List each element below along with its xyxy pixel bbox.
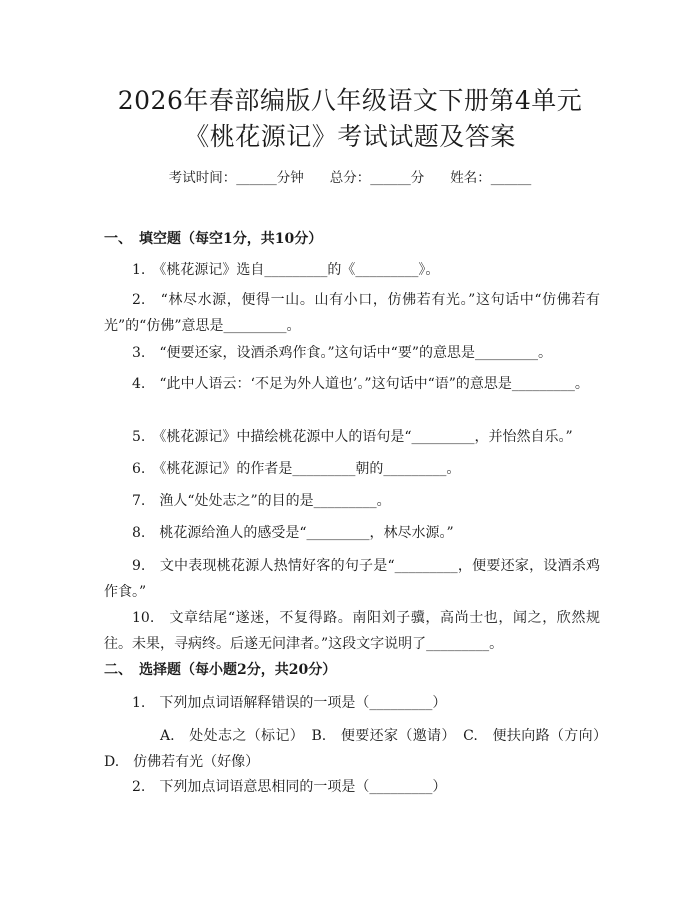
fill-question-6: 6. 《桃花源记》的作者是_________朝的_________。	[132, 461, 461, 477]
section-heading-fill-in: 一、 填空题（每空1分，共10分）	[104, 231, 323, 247]
fill-question-3: 3. “便要还家，设酒杀鸡作食。”这句话中“要”的意思是_________。	[132, 345, 552, 361]
page-title-line-1: 2026年春部编版八年级语文下册第4单元	[117, 86, 583, 115]
fill-question-10: 10. 文章结尾“遂迷，不复得路。南阳刘子骥，高尚士也，闻之，欣然规往。未果，寻病终。后遂无问津者。”这段文字说明了_________。	[104, 610, 600, 652]
choice-question-1-options: A. 处处志之（标记） B. 便要还家（邀请） C. 便扶向路（方向） D. 仿佛若有光（好像）	[104, 728, 614, 770]
choice-question-2: 2. 下列加点词语意思相同的一项是（_________）	[132, 779, 447, 795]
page-title-line-2: 《桃花源记》考试试题及答案	[184, 122, 516, 151]
fill-question-5: 5. 《桃花源记》中描绘桃花源中人的语句是“_________，并怡然自乐。”	[132, 429, 573, 445]
fill-question-7: 7. 渔人“处处志之”的目的是_________。	[132, 493, 391, 509]
fill-question-9: 9. 文中表现桃花源人热情好客的句子是“_________，便要还家，设酒杀鸡作食。”	[104, 558, 600, 600]
choice-question-1: 1. 下列加点词语解释错误的一项是（_________）	[132, 695, 447, 711]
fill-question-1: 1. 《桃花源记》选自_________的《_________》。	[132, 262, 440, 278]
fill-question-4: 4. “此中人语云：‘不足为外人道也’。”这句话中“语”的意思是_________。	[132, 376, 589, 392]
total-score-field: 总分：______分	[329, 170, 425, 186]
fill-question-2: 2. “林尽水源，便得一山。山有小口，仿佛若有光。”这句话中“仿佛若有光”的“仿佛”意思是_________。	[104, 292, 600, 334]
exam-time-field: 考试时间：______分钟	[168, 170, 304, 186]
fill-question-8: 8. 桃花源给渔人的感受是“_________，林尽水源。”	[132, 525, 454, 541]
student-name-field: 姓名：______	[450, 170, 532, 186]
section-heading-multiple-choice: 二、 选择题（每小题2分，共20分）	[104, 662, 337, 678]
exam-meta	[0, 169, 700, 187]
